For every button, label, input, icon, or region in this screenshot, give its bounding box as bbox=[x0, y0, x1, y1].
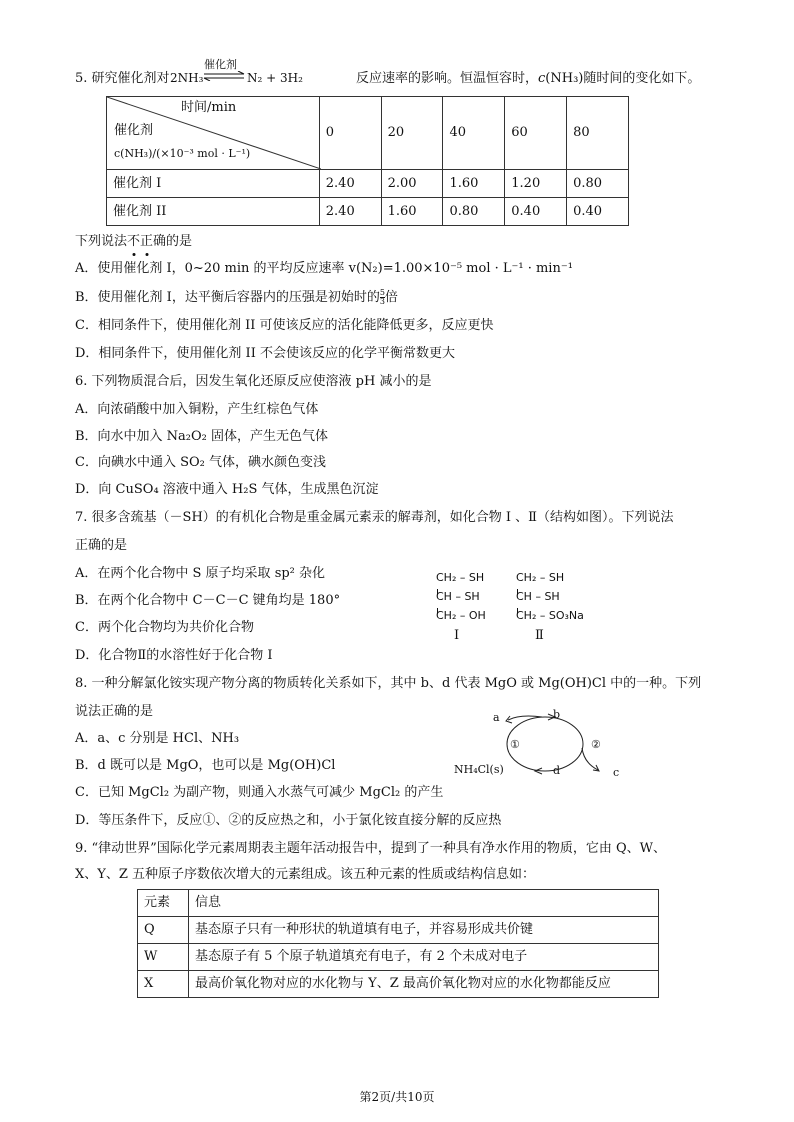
header-conc: c(NH₃)/(×10⁻³ mol · L⁻¹) bbox=[114, 147, 251, 160]
time-80: 80 bbox=[567, 97, 629, 170]
table-cell: 最高价氧化物对应的水化物与 Y、Z 最高价氧化物对应的水化物都能反应 bbox=[189, 971, 659, 998]
q6-stem: 6. 下列物质混合后，因发生氧化还原反应使溶液 pH 减小的是 bbox=[75, 374, 432, 389]
q7-option-d: D．化合物Ⅱ的水溶性好于化合物 Ⅰ bbox=[75, 648, 273, 663]
step-2-label: ② bbox=[591, 738, 601, 751]
table-cell: W bbox=[138, 944, 189, 971]
q7-stem: 7. 很多含巯基（－SH）的有机化合物是重金属元素汞的解毒剂，如化合物 Ⅰ 、Ⅱ（结构如图）。下列说法 bbox=[75, 510, 674, 525]
q9-stem: 9. “律动世界”国际化学元素周期表主题年活动报告中，提到了一种具有净水作用的物质，它由 Q、W、 bbox=[75, 841, 666, 856]
time-40: 40 bbox=[443, 97, 505, 170]
page-footer: 第2页/共10页 bbox=[359, 1090, 435, 1104]
q8-option-a: A．a、c 分别是 HCl、NH₃ bbox=[75, 731, 240, 746]
time-20: 20 bbox=[381, 97, 443, 170]
q8-stem: 8. 一种分解氯化铵实现产物分离的物质转化关系如下，其中 b、d 代表 MgO 或 Mg(OH)Cl 中的一种。下列 bbox=[75, 676, 702, 691]
compound-1-label: Ⅰ bbox=[454, 628, 460, 643]
bond-line bbox=[437, 589, 439, 595]
table-cell: 0.80 bbox=[567, 170, 629, 198]
table-cell: 0.40 bbox=[567, 198, 629, 226]
q5-equation bbox=[170, 58, 320, 90]
eq-catalyst: 催化剂 bbox=[204, 58, 237, 71]
header-time: 时间/min bbox=[181, 100, 237, 115]
node-c: c bbox=[613, 766, 620, 779]
q6-option-c: C．向碘水中通入 SO₂ 气体，碘水颜色变浅 bbox=[75, 455, 326, 470]
q9-stem-cont: X、Y、Z 五种原子序数依次增大的元素组成。该五种元素的性质或结构信息如： bbox=[75, 867, 536, 882]
node-a: a bbox=[493, 711, 500, 724]
table-cell: X bbox=[138, 971, 189, 998]
q6-option-a: A．向浓硝酸中加入铜粉，产生红棕色气体 bbox=[75, 402, 319, 417]
q7-option-c: C．两个化合物均为共价化合物 bbox=[75, 620, 254, 635]
bond-line bbox=[437, 608, 439, 614]
cycle-diagram bbox=[450, 708, 640, 778]
q6-option-b: B．向水中加入 Na₂O₂ 固体，产生无色气体 bbox=[75, 429, 329, 444]
table-cell: Q bbox=[138, 917, 189, 944]
q8-option-b: B．d 既可以是 MgO，也可以是 Mg(OH)Cl bbox=[75, 758, 336, 773]
q5-option-d: D．相同条件下，使用催化剂 II 不会使该反应的化学平衡常数更大 bbox=[75, 346, 455, 361]
compound-1-structure: CH₂ – SH CH – SH CH₂ – OH bbox=[436, 571, 486, 622]
table-cell: 0.80 bbox=[443, 198, 505, 226]
table-cell: 1.20 bbox=[505, 170, 567, 198]
equilibrium-arrow-icon bbox=[202, 71, 246, 81]
time-0: 0 bbox=[319, 97, 381, 170]
eq-rhs: N₂ + 3H₂ bbox=[247, 71, 303, 85]
bond-line bbox=[517, 608, 519, 614]
emphasis-dot bbox=[145, 253, 148, 256]
table-header-row bbox=[138, 890, 659, 917]
table-cell: 基态原子有 5 个原子轨道填充有电子，有 2 个未成对电子 bbox=[189, 944, 659, 971]
element-table bbox=[137, 889, 659, 998]
q7-option-b: B．在两个化合物中 C－C－C 键角均是 180° bbox=[75, 593, 341, 608]
table-cell: 2.40 bbox=[319, 170, 381, 198]
q7-option-a: A．在两个化合物中 S 原子均采取 sp² 杂化 bbox=[75, 566, 326, 581]
row-label: 催化剂 I bbox=[107, 170, 320, 198]
q6-option-d: D．向 CuSO₄ 溶液中通入 H₂S 气体，生成黑色沉淀 bbox=[75, 482, 379, 497]
q8-option-c: C．已知 MgCl₂ 为副产物，则通入水蒸气可减少 MgCl₂ 的产生 bbox=[75, 785, 444, 800]
table-row bbox=[138, 971, 659, 998]
table-cell: 1.60 bbox=[443, 170, 505, 198]
q5-option-b: B．使用催化剂 I，达平衡后容器内的压强是初始时的 $\frac{5}{3}$ 倍 bbox=[75, 288, 398, 306]
table-row bbox=[107, 198, 629, 226]
header-catalyst: 催化剂 bbox=[114, 123, 154, 138]
table-cell: 1.60 bbox=[381, 198, 443, 226]
q8-stem-cont: 说法正确的是 bbox=[75, 704, 154, 719]
table-row bbox=[138, 917, 659, 944]
bond-line bbox=[517, 589, 519, 595]
table-header-row bbox=[107, 97, 629, 170]
table-cell: 0.40 bbox=[505, 198, 567, 226]
table-row bbox=[138, 944, 659, 971]
table-cell: 基态原子只有一种形状的轨道填有电子，并容易形成共价键 bbox=[189, 917, 659, 944]
node-b: b bbox=[553, 708, 561, 721]
compound-2-structure: CH₂ – SH CH – SH CH₂ – SO₃Na bbox=[516, 571, 584, 622]
fraction: $\frac{5}{3}$ bbox=[379, 288, 385, 306]
node-start: NH₄Cl(s) bbox=[454, 763, 504, 776]
step-1-label: ① bbox=[510, 738, 520, 751]
q5-option-c: C．相同条件下，使用催化剂 II 可使该反应的活化能降低更多，反应更快 bbox=[75, 318, 494, 333]
table-row bbox=[107, 170, 629, 198]
header-element: 元素 bbox=[138, 890, 189, 917]
rate-table bbox=[106, 96, 629, 226]
q8-option-d: D．等压条件下，反应①、②的反应热之和，小于氯化铵直接分解的反应热 bbox=[75, 813, 502, 828]
emphasis-dot bbox=[132, 253, 135, 256]
q5-stem: 反应速率的影响。恒温恒容时，c(NH₃)随时间的变化如下。 bbox=[356, 71, 701, 86]
compound-2-label: Ⅱ bbox=[535, 628, 544, 643]
q5-option-a: A．使用催化剂 I，0~20 min 的平均反应速率 v(N₂)=1.00×10⁻⁵ mol · L⁻¹ · min⁻¹ bbox=[75, 261, 573, 276]
q5-prefix: 5. 研究催化剂对 bbox=[75, 71, 170, 86]
table-cell: 2.00 bbox=[381, 170, 443, 198]
node-d: d bbox=[553, 764, 561, 777]
row-label: 催化剂 II bbox=[107, 198, 320, 226]
q5-question: 下列说法不 正 确的是 bbox=[75, 234, 192, 250]
q7-stem-cont: 正确的是 bbox=[75, 538, 128, 553]
diagonal-header-cell bbox=[107, 97, 320, 170]
eq-lhs: 2NH₃ bbox=[170, 71, 204, 85]
table-cell: 2.40 bbox=[319, 198, 381, 226]
header-info: 信息 bbox=[189, 890, 659, 917]
time-60: 60 bbox=[505, 97, 567, 170]
